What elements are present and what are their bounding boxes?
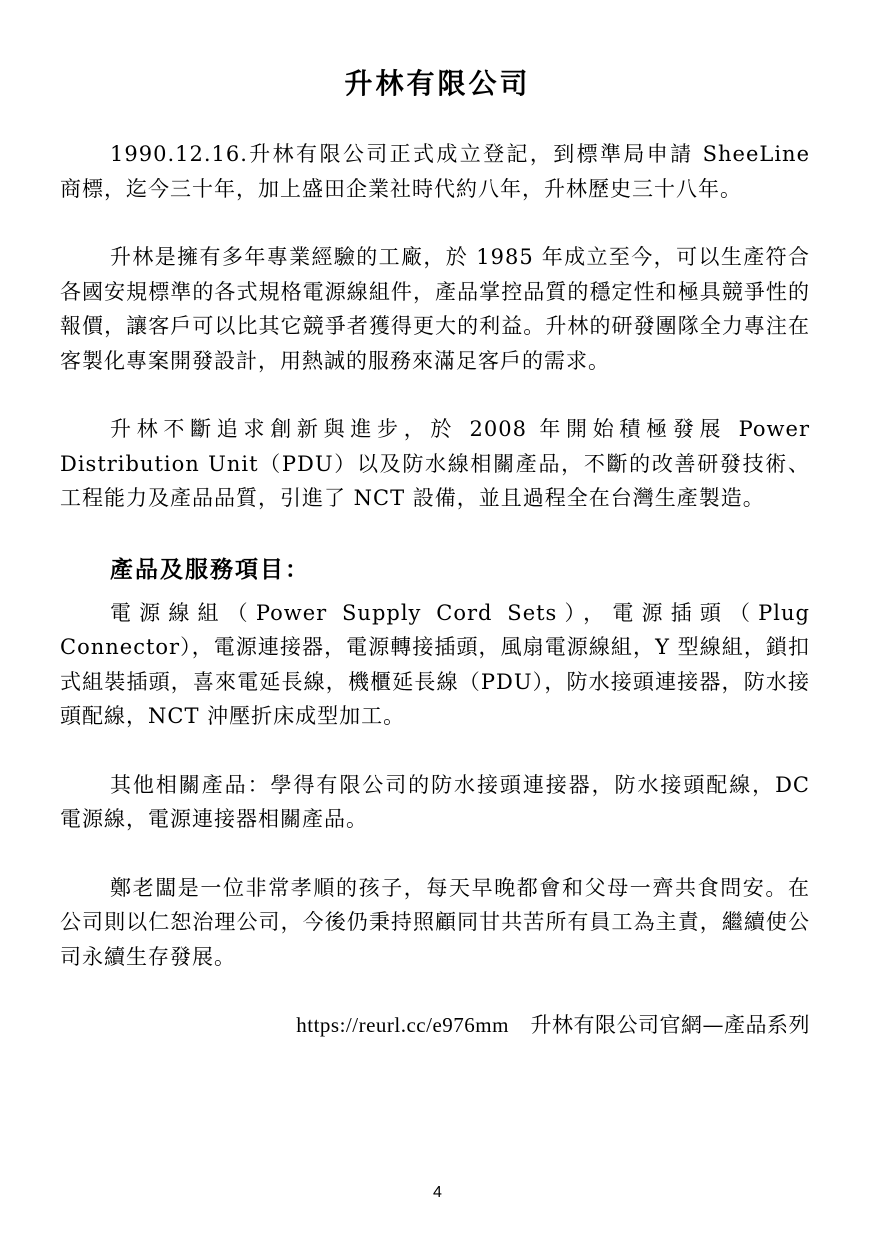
reference-label: 升林有限公司官網—產品系列 — [530, 1013, 810, 1037]
paragraph-company-profile: 升林是擁有多年專業經驗的工廠，於 1985 年成立至今，可以生產符合各國安規標準的各式規格電源線組件，產品掌控品質的穩定性和極具競爭性的報價，讓客戶可以比其它競爭者獲得更大的利益。升林的研發團隊全力專注在客製化專案開發設計，用熱誠的服務來滿足客戶的需求。 — [60, 245, 810, 373]
document-body — [60, 137, 810, 1043]
paragraph-innovation: 升林不斷追求創新與進步，於 2008 年開始積極發展 Power Distribution Unit（PDU）以及防水線相關產品，不斷的改善研發技術、工程能力及產品品質，引進了 NCT 設備，並且過程全在台灣生產製造。 — [60, 417, 810, 510]
paragraph-history: 1990.12.16.升林有限公司正式成立登記，到標準局申請 SheeLine 商標，迄今三十年，加上盛田企業社時代約八年，升林歷史三十八年。 — [60, 142, 810, 201]
section-heading-products: 產品及服務項目： — [110, 555, 310, 583]
paragraph-product-list: 電源線組（Power Supply Cord Sets），電源插頭（Plug Connector），電源連接器，電源轉接插頭，風扇電源線組，Y 型線組，鎖扣式組裝插頭，喜來電延長線，機櫃延長線（PDU），防水接頭連接器，防水接頭配線，NCT 沖壓折床成型加工。 — [60, 600, 810, 728]
page-title: 升林有限公司 — [344, 67, 531, 100]
paragraph-owner: 鄭老闆是一位非常孝順的孩子，每天早晚都會和父母一齊共食問安。在公司則以仁恕治理公司，今後仍秉持照顧同甘共苦所有員工為主責，繼續使公司永續生存發展。 — [60, 875, 810, 969]
paragraph-related-products: 其他相關產品：學得有限公司的防水接頭連接器，防水接頭配線，DC 電源線，電源連接器相關產品。 — [60, 772, 810, 831]
reference-spacer — [516, 1013, 523, 1037]
page-number: 4 — [433, 1184, 442, 1201]
reference-link[interactable]: https://reurl.cc/e976mm — [296, 1013, 509, 1037]
reference-line — [60, 1008, 810, 1043]
